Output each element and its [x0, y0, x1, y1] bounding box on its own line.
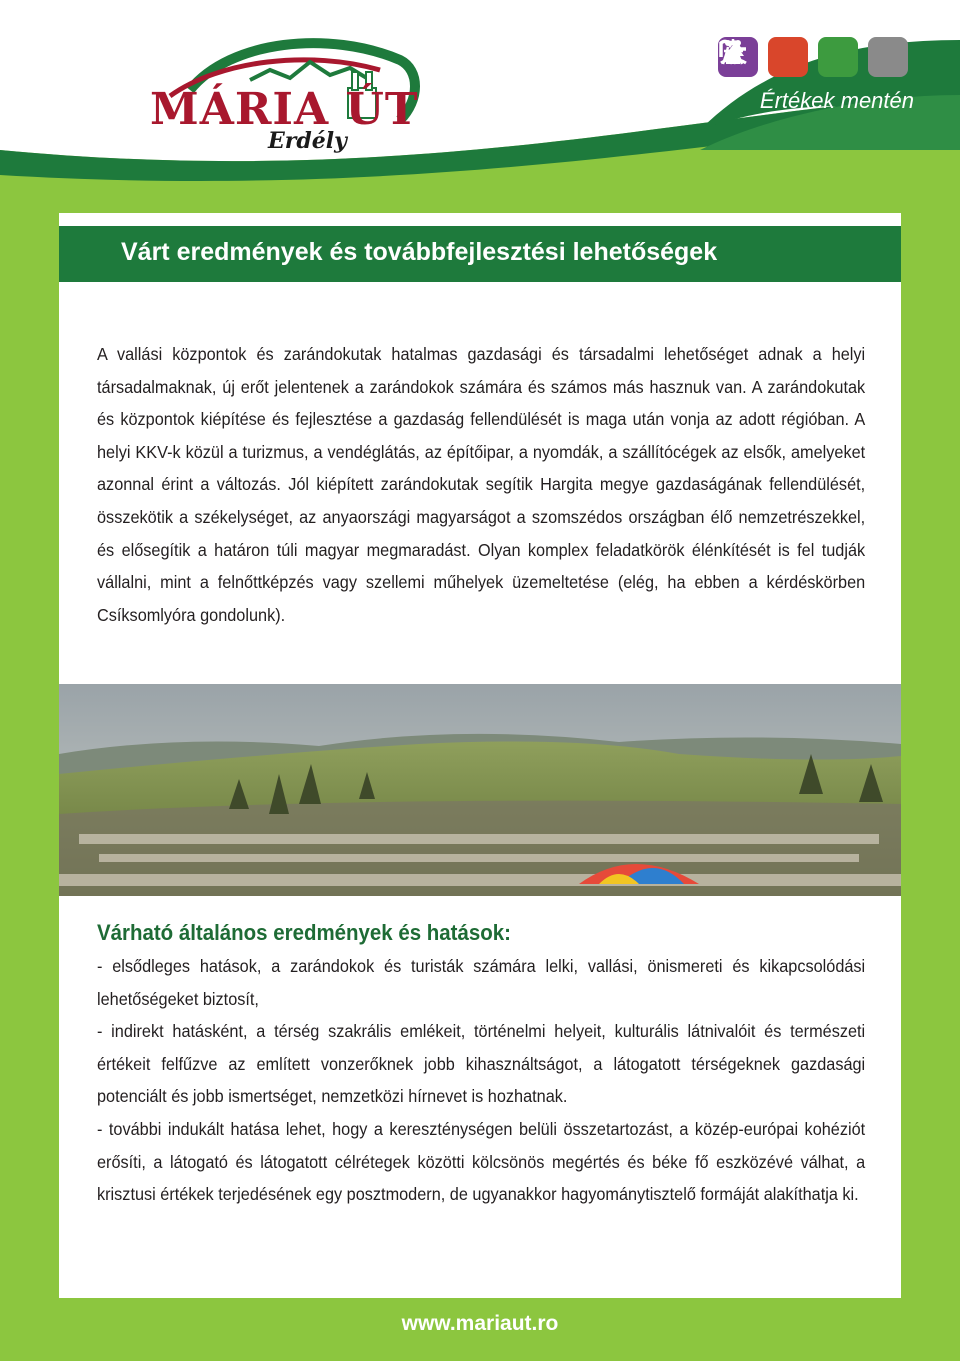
hikers-icon [768, 37, 808, 77]
website-link[interactable]: www.mariaut.ro [401, 1312, 559, 1335]
results-section [97, 920, 865, 1211]
tagline: Értékek mentén [759, 88, 914, 113]
bullet-1: - elsődleges hatások, a zarándokok és turisták számára lelki, vallási, önismereti és kikapcsolódási lehetőségeket biztosít, [97, 956, 866, 1009]
section-heading: Várható általános eredmények és hatások: [97, 920, 511, 945]
logo-title: MÁRIA ÚT [150, 84, 419, 135]
bullet-2: - indirekt hatásként, a térség szakrális emlékeit, történelmi helyeit, kulturális látnivalóit és természeti értékeit felfűzve az említett vonzerőknek jobb kihasználtságot, a látogatott térségeknek gazdasági potenciált és jobb ismertséget, nemzetközi hírnevet is hozhatnak. [97, 1021, 866, 1107]
page-header [0, 0, 960, 190]
church-icon [868, 37, 908, 77]
category-icons [718, 37, 908, 77]
bullet-3: - további indukált hatása lehet, hogy a kereszténységen belüli összetartozást, a közép-európai kohéziót erősíti, a látogató és látogatott célrétegek közötti kölcsönös megértés és béke fő eszközévé válhat, a krisztusi értékek terjedésének egy posztmodern, de ugyanakkor hagyománytisztelő formáját alakíthatja ki. [97, 1118, 866, 1205]
nature-icon [818, 37, 858, 77]
logo-subtitle: Erdély [268, 128, 347, 154]
intro-paragraph: A vallási központok és zarándokutak hatalmas gazdasági és társadalmi lehetőséget adnak a helyi társadalmaknak, új erőt jelentenek a zarándokok számára és számos más hasznuk van. A zarándokutak és központok kiépítése és fejlesztése a gazdaság fellendülését is maga után vonja az adott régióban. A helyi KKV-k közül a turizmus, a vendéglátás, az építőipar, a nyomdák, a szállítócégek az elsők, amelyeket azonnal érint a változás. Jól kiépített zarándokutak segítik Hargita megye gazdaságának fellendülését, összekötik a székelységet, az anyaországi magyarságot a szomszédos országban élő nemzetrészekkel, és elősegítik a határon túli magyar megmaradást. Olyan komplex feladatkörök élénkítését is fel tudják vállalni, mint a felnőttképzés vagy szellemi műhelyek üzemeltetése (elég, ha ebben a kérdéskörben Csíksomlyóra gondolunk). [97, 344, 866, 625]
pilgrimage-photo [59, 684, 901, 896]
content-card [59, 213, 901, 1298]
page-title: Várt eredmények és továbbfejlesztési lehetőségek [121, 238, 718, 266]
title-bar [59, 226, 901, 282]
